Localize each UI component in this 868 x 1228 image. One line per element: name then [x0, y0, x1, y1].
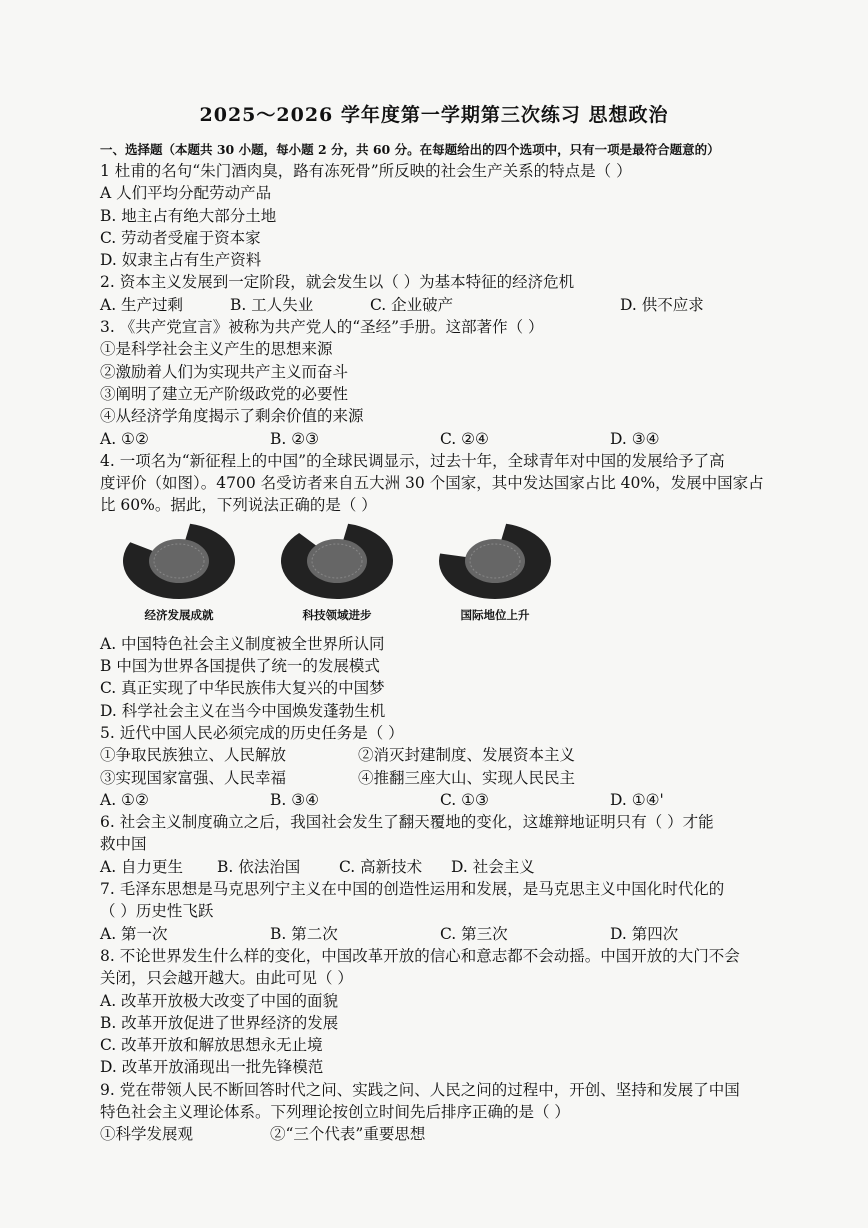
q5-items-row-1 [100, 744, 800, 766]
q5-options [100, 789, 800, 811]
q7-option-a: A. 第一次 [100, 924, 168, 943]
q1-stem: 1 杜甫的名句“朱门酒肉臭，路有冻死骨”所反映的社会生产关系的特点是（ ） [100, 162, 632, 180]
q5-item-2: ②消灭封建制度、发展资本主义 [358, 746, 576, 765]
q4-figure-1 [100, 521, 258, 633]
section-heading: 一、选择题（本题共 30 小题，每小题 2 分，共 60 分。在每题给出的四个选项中，只有一项是最符合题意的） [100, 142, 720, 157]
q4-figure-1-caption: 经济发展成就 [144, 607, 214, 622]
q3-item-1: ①是科学社会主义产生的思想来源 [100, 340, 333, 359]
q5-option-b: B. ③④ [270, 790, 320, 809]
donut-inner-core [307, 539, 367, 583]
q5-stem: 5. 近代中国人民必须完成的历史任务是（ ） [100, 723, 404, 742]
q9-item-2: ②“三个代表”重要思想 [270, 1125, 426, 1144]
q1-option-c: C. 劳动者受雇于资本家 [100, 228, 261, 247]
q8-option-b: B. 改革开放促进了世界经济的发展 [100, 1013, 339, 1032]
questions [100, 160, 800, 1146]
q4-stem-line-3: 比 60%。据此，下列说法正确的是（ ） [100, 496, 377, 515]
q7-stem-line-2: （ ）历史性飞跃 [100, 902, 214, 921]
q8-option-c: C. 改革开放和解放思想永无止境 [100, 1036, 323, 1055]
q1-option-b: B. 地主占有绝大部分土地 [100, 206, 277, 225]
q4-option-c: C. 真正实现了中华民族伟大复兴的中国梦 [100, 679, 385, 698]
exam-title: 2025～2026 学年度第一学期第三次练习 思想政治 [199, 104, 669, 126]
q6-option-d: D. 社会主义 [451, 857, 535, 876]
q4-stem-line-2: 度评价（如图）。4700 名受访者来自五大洲 30 个国家，其中发达国家占比 40%，发展中国家占 [100, 474, 764, 493]
q8-option-a: A. 改革开放极大改变了中国的面貌 [100, 991, 339, 1010]
q6-stem-line-1: 6. 社会主义制度确立之后，我国社会发生了翻天覆地的变化，这雄辩地证明只有（ ）才能 [100, 813, 714, 832]
q7-stem-line-1: 7. 毛泽东思想是马克思列宁主义在中国的创造性运用和发展，是马克思主义中国化时代化的 [100, 880, 725, 899]
q2-options [100, 294, 800, 316]
q6-option-c: C. 高新技术 [339, 857, 423, 876]
q5-item-3: ③实现国家富强、人民幸福 [100, 768, 287, 787]
q4-figures [100, 521, 800, 633]
q6-options [100, 856, 800, 878]
q2-option-c: C. 企业破产 [370, 295, 454, 314]
q7-option-b: B. 第二次 [270, 924, 338, 943]
q3-item-4: ④从经济学角度揭示了剩余价值的来源 [100, 407, 364, 426]
donut-inner-core [149, 539, 209, 583]
q4-stem-line-1: 4. 一项名为“新征程上的中国”的全球民调显示，过去十年，全球青年对中国的发展给予了高 [100, 451, 725, 470]
q5-option-a: A. ①② [100, 790, 149, 809]
q4-donut-chart-2 [278, 521, 396, 605]
q4-figure-2-caption: 科技领域进步 [302, 607, 372, 622]
q6-option-a: A. 自力更生 [100, 857, 184, 876]
q6-option-b: B. 依法治国 [217, 857, 301, 876]
q9-stem-line-2: 特色社会主义理论体系。下列理论按创立时间先后排序正确的是（ ） [100, 1102, 570, 1121]
q2-option-a: A. 生产过剩 [100, 295, 184, 314]
q6-stem-line-2: 救中国 [100, 835, 147, 854]
q9-stem-line-1: 9. 党在带领人民不断回答时代之问、实践之问、人民之问的过程中，开创、坚持和发展了中国 [100, 1080, 740, 1099]
donut-inner-core [465, 539, 525, 583]
q3-options [100, 428, 800, 450]
q1-option-a: A 人们平均分配劳动产品 [100, 184, 272, 203]
q7-option-c: C. 第三次 [440, 924, 508, 943]
q3-stem: 3. 《共产党宣言》被称为共产党人的“圣经”手册。这部著作（ ） [100, 318, 544, 337]
q3-item-2: ②激励着人们为实现共产主义而奋斗 [100, 362, 349, 381]
q9-items [100, 1123, 800, 1145]
q3-option-b: B. ②③ [270, 429, 320, 448]
q4-option-a: A. 中国特色社会主义制度被全世界所认同 [100, 634, 385, 653]
q4-donut-chart-3 [436, 521, 554, 605]
q3-item-3: ③阐明了建立无产阶级政党的必要性 [100, 384, 349, 403]
q7-option-d: D. 第四次 [610, 924, 679, 943]
q8-stem-line-2: 关闭，只会越开越大。由此可见（ ） [100, 969, 353, 988]
q4-option-b: B 中国为世界各国提供了统一的发展模式 [100, 657, 380, 676]
q9-item-1: ①科学发展观 [100, 1125, 194, 1144]
q7-options [100, 923, 800, 945]
q5-items-row-2 [100, 767, 800, 789]
q5-option-d: D. ①④' [610, 790, 664, 809]
q5-item-4: ④推翻三座大山、实现人民民主 [358, 768, 576, 787]
q4-option-d: D. 科学社会主义在当今中国焕发蓬勃生机 [100, 701, 386, 720]
q2-stem: 2. 资本主义发展到一定阶段，就会发生以（ ）为基本特征的经济危机 [100, 273, 575, 292]
q1-option-d: D. 奴隶主占有生产资料 [100, 251, 262, 270]
q2-option-b: B. 工人失业 [230, 295, 314, 314]
q5-option-c: C. ①③ [440, 790, 489, 809]
q4-figure-3 [416, 521, 574, 633]
q2-option-d: D. 供不应求 [620, 295, 704, 314]
q4-figure-3-caption: 国际地位上升 [460, 607, 530, 622]
q3-option-a: A. ①② [100, 429, 149, 448]
q4-donut-chart-1 [120, 521, 238, 605]
q4-figure-2 [258, 521, 416, 633]
q5-item-1: ①争取民族独立、人民解放 [100, 746, 287, 765]
q3-option-c: C. ②④ [440, 429, 489, 448]
q8-option-d: D. 改革开放涌现出一批先锋模范 [100, 1058, 324, 1077]
q3-option-d: D. ③④ [610, 429, 660, 448]
q8-stem-line-1: 8. 不论世界发生什么样的变化，中国改革开放的信心和意志都不会动摇。中国开放的大门不会 [100, 946, 740, 965]
